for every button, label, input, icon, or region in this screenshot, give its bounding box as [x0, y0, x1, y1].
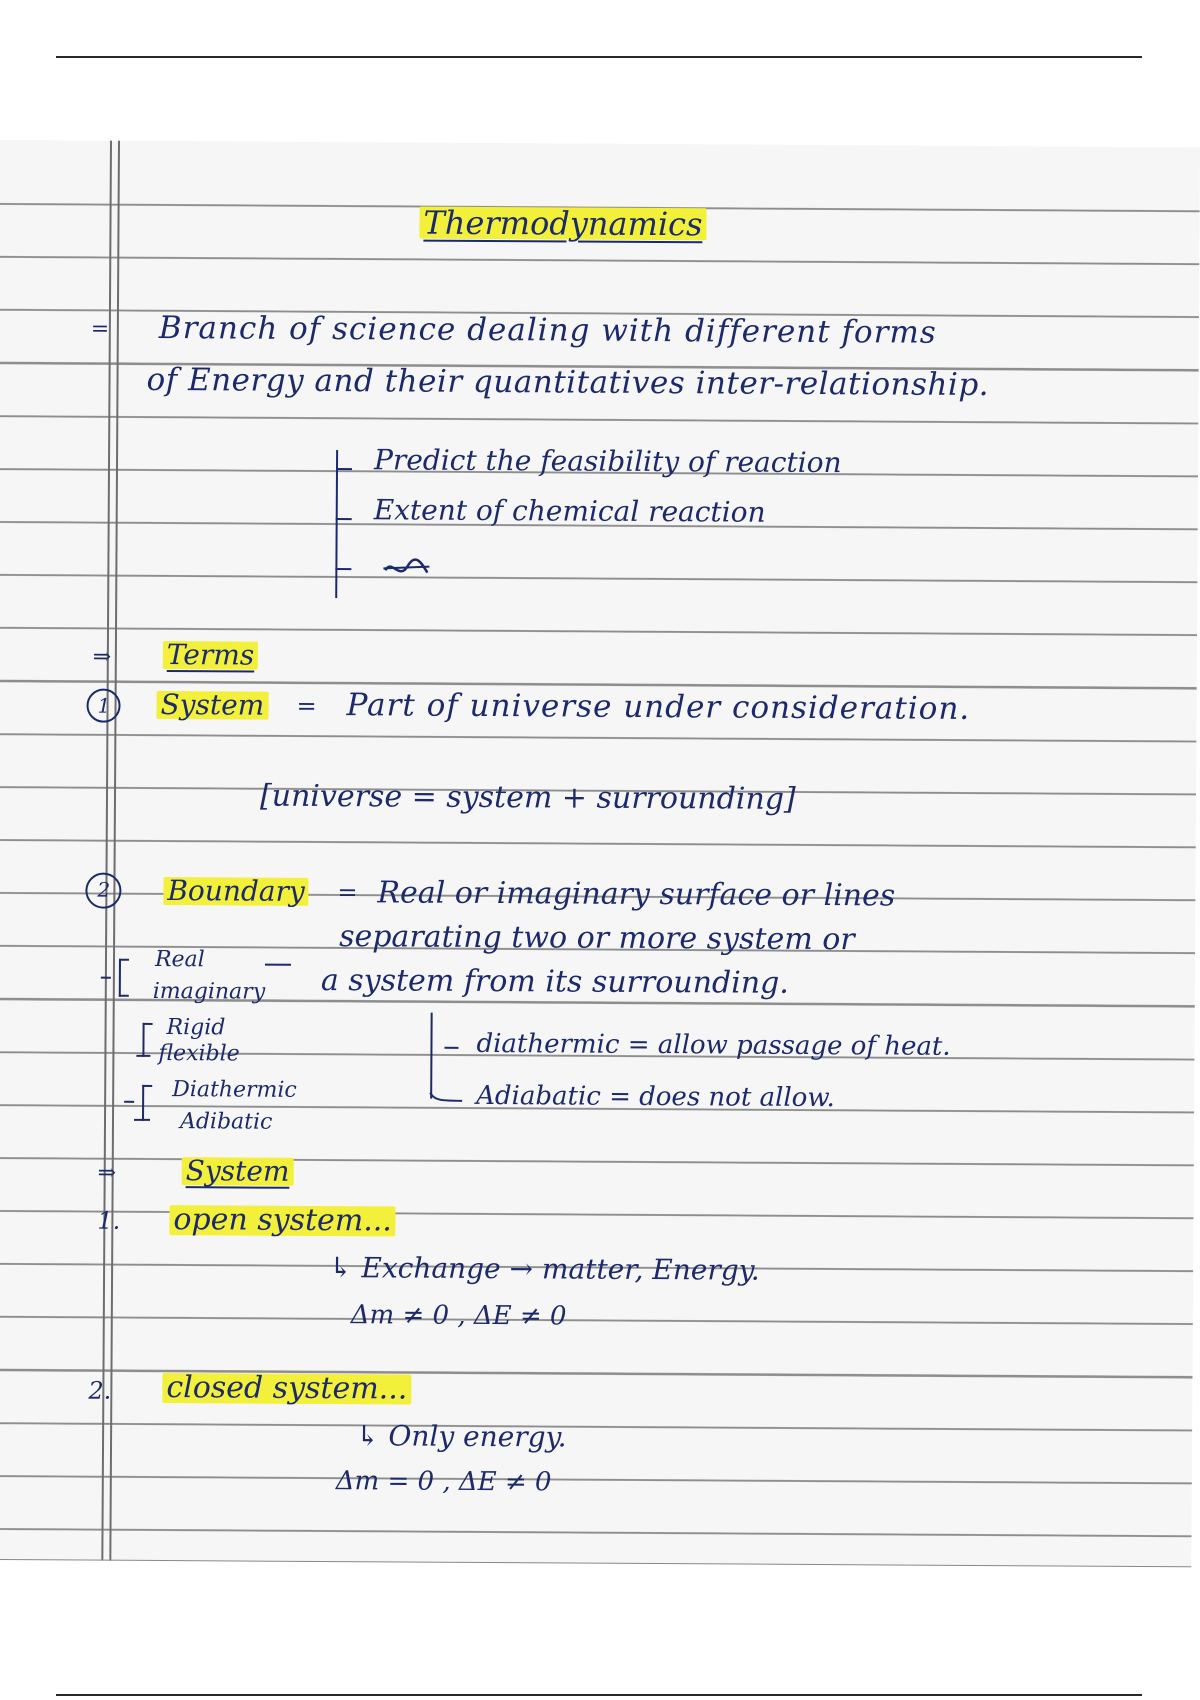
term-system-definition: Part of universe under consideration.: [346, 687, 971, 727]
heat-bracket: [430, 1013, 433, 1099]
open-system-exchange: ↳ Exchange → matter, Energy.: [329, 1251, 760, 1287]
dia-bracket-dash: [124, 1101, 134, 1103]
boundary-real: Real: [154, 946, 205, 973]
closed-system-title: closed system...: [162, 1373, 411, 1405]
system-heading: System: [182, 1157, 294, 1186]
page-title: Thermodynamics: [419, 207, 706, 241]
diathermic-definition: diathermic = allow passage of heat.: [476, 1028, 951, 1062]
open-system-relation: Δm ≠ 0 , ΔE ≠ 0: [350, 1300, 567, 1332]
boundary-rigid: Rigid: [166, 1015, 226, 1041]
closed-system-relation: Δm = 0 , ΔE ≠ 0: [335, 1466, 552, 1498]
definition-marker: =: [90, 316, 110, 342]
term-1-number: 1: [97, 693, 111, 718]
terms-arrow: ⇒: [92, 644, 112, 670]
open-system-title: open system...: [169, 1205, 396, 1236]
use-item-2: Extent of chemical reaction: [373, 493, 766, 529]
use-item-1: Predict the feasibility of reaction: [373, 443, 842, 480]
scribble-mark: [381, 552, 431, 582]
term-2-number: 2: [97, 877, 111, 902]
notebook-page: [0, 140, 1200, 1567]
boundary-definition-2: separating two or more system or: [339, 919, 855, 958]
terms-heading: Terms: [163, 641, 259, 670]
closed-system-exchange: ↳ Only energy.: [355, 1419, 567, 1454]
boundary-flexible: flexible: [158, 1040, 240, 1067]
uses-tick-1: [336, 468, 352, 470]
term-boundary: Boundary: [163, 877, 308, 906]
closed-system-number: 2.: [88, 1376, 112, 1405]
boundary-imaginary: imaginary: [152, 978, 266, 1005]
boundary-diathermic-side: Diathermic: [172, 1077, 297, 1103]
term-system: System: [156, 691, 268, 720]
real-bracket-bottom: [119, 995, 129, 997]
heat-arrow-2: [428, 1091, 468, 1105]
dia-bracket: [142, 1085, 144, 1121]
universe-formula: [universe = system + surrounding]: [259, 778, 796, 817]
dia-bracket-bottom: [134, 1119, 150, 1121]
real-bracket: [119, 959, 121, 997]
system-arrow: ⇒: [97, 1160, 117, 1186]
boundary-adibatic-side: Adibatic: [179, 1109, 273, 1135]
page-top-rule: [56, 56, 1142, 58]
definition-line-1: Branch of science dealing with different forms: [158, 309, 937, 351]
page-bottom-rule: [56, 1694, 1142, 1696]
boundary-definition-1: Real or imaginary surface or lines: [377, 875, 896, 914]
boundary-definition-3: a system from its surrounding.: [320, 962, 789, 1001]
rigid-bracket-top: [143, 1023, 153, 1025]
real-bracket-top: [119, 959, 129, 961]
rigid-bracket: [142, 1023, 144, 1057]
dia-bracket-top: [142, 1085, 152, 1087]
adiabatic-definition: Adiabatic = does not allow.: [476, 1080, 835, 1114]
term-boundary-eq: =: [337, 878, 358, 907]
term-system-eq: =: [296, 691, 317, 720]
open-system-number: 1.: [97, 1206, 121, 1235]
uses-tick-3: [335, 568, 351, 570]
real-dash: [265, 964, 291, 966]
real-bracket-dash: [101, 977, 111, 979]
uses-bracket: [335, 450, 338, 598]
rigid-bracket-bottom: [136, 1055, 150, 1057]
margin-line-inner: [109, 141, 120, 1561]
uses-tick-2: [336, 518, 352, 520]
heat-tick-1: [444, 1047, 458, 1049]
definition-line-2: of Energy and their quantitatives inter-relationship.: [146, 361, 990, 404]
